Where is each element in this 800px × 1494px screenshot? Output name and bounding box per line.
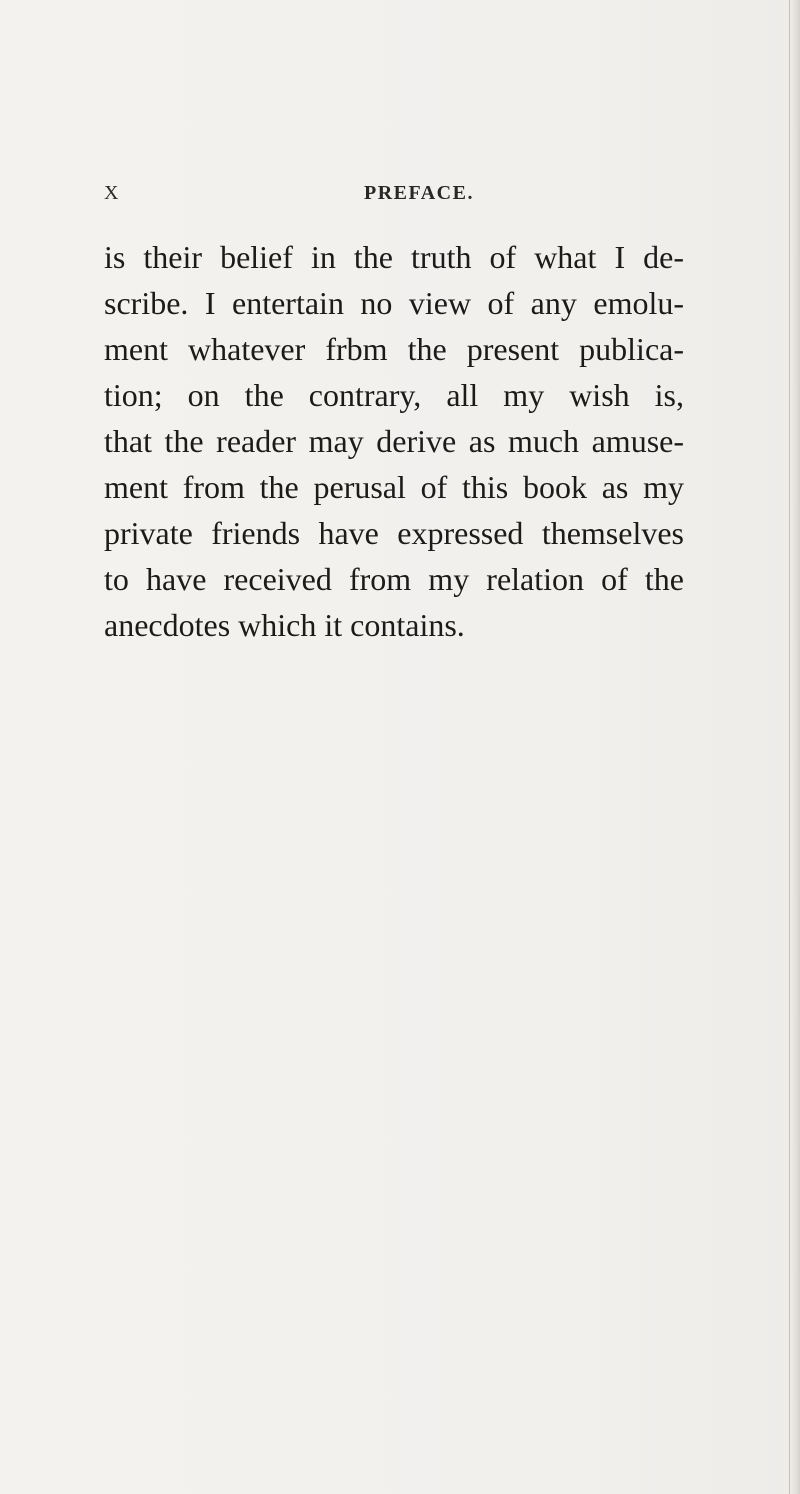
page-edge — [789, 0, 800, 1494]
text-line: private friends have expressed themselves — [104, 515, 684, 551]
text-line: ment whatever frbm the present publica- — [104, 331, 684, 367]
body-text — [104, 234, 684, 648]
text-line: anecdotes which it contains. — [104, 607, 465, 643]
text-line: tion; on the contrary, all my wish is, — [104, 377, 684, 413]
text-line: ment from the perusal of this book as my — [104, 469, 684, 505]
text-line: that the reader may derive as much amuse- — [104, 423, 684, 459]
text-line: is their belief in the truth of what I de- — [104, 239, 684, 275]
page-header — [104, 182, 684, 212]
page-number: X — [104, 182, 120, 204]
running-head: PREFACE. — [364, 182, 474, 204]
text-line: to have received from my relation of the — [104, 561, 684, 597]
text-line: scribe. I entertain no view of any emolu- — [104, 285, 684, 321]
